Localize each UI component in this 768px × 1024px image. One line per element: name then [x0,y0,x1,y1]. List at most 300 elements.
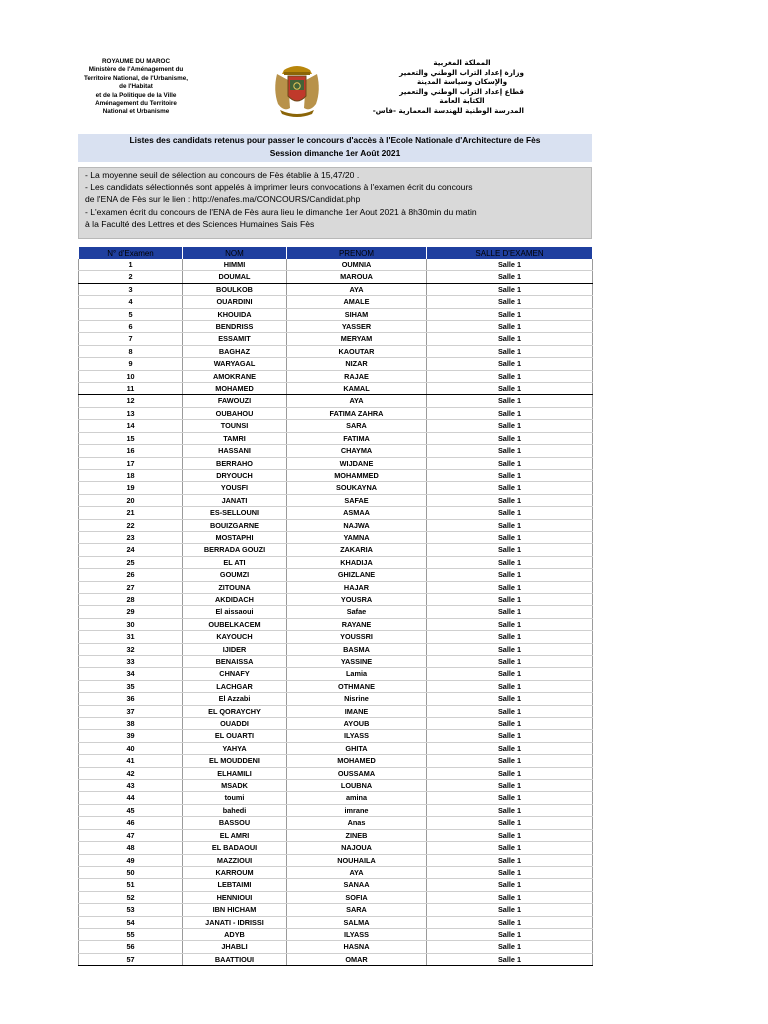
first-name-cell: AYA [287,866,427,878]
exam-room-cell: Salle 1 [427,941,593,953]
last-name-cell: EL AMRI [183,829,287,841]
exam-number-cell: 54 [79,916,183,928]
exam-room-cell: Salle 1 [427,469,593,481]
table-row [79,556,593,568]
exam-number-cell: 47 [79,829,183,841]
exam-room-cell: Salle 1 [427,333,593,345]
table-row [79,407,593,419]
exam-number-cell: 28 [79,593,183,605]
exam-room-cell: Salle 1 [427,358,593,370]
first-name-cell: MERYAM [287,333,427,345]
exam-number-cell: 6 [79,321,183,333]
header-first-name: PRENOM [287,247,427,259]
last-name-cell: LEBTAIMI [183,879,287,891]
last-name-cell: HENNIOUI [183,891,287,903]
table-row [79,581,593,593]
exam-number-cell: 18 [79,469,183,481]
last-name-cell: LACHGAR [183,680,287,692]
last-name-cell: YAHYA [183,742,287,754]
last-name-cell: ELHAMILI [183,767,287,779]
table-row [79,792,593,804]
first-name-cell: AYA [287,283,427,295]
exam-number-cell: 49 [79,854,183,866]
last-name-cell: BAGHAZ [183,345,287,357]
exam-room-cell: Salle 1 [427,370,593,382]
table-row [79,668,593,680]
exam-number-cell: 8 [79,345,183,357]
exam-room-cell: Salle 1 [427,383,593,395]
last-name-cell: DRYOUCH [183,469,287,481]
header-left-line: Aménagement du Territoire [95,100,177,108]
first-name-cell: OUMNIA [287,259,427,271]
first-name-cell: RAYANE [287,618,427,630]
table-row [79,631,593,643]
table-row [79,953,593,965]
table-row [79,358,593,370]
exam-room-cell: Salle 1 [427,879,593,891]
exam-number-cell: 40 [79,742,183,754]
first-name-cell: Safae [287,606,427,618]
header-right-line: قطاع إعداد التراب الوطني والتعمير [399,86,524,96]
exam-room-cell: Salle 1 [427,631,593,643]
table-row [79,283,593,295]
note-line: - Les candidats sélectionnés sont appelés à imprimer leurs convocations à l'examen écrit du concours [85,182,473,193]
exam-room-cell: Salle 1 [427,308,593,320]
first-name-cell: MOHAMED [287,755,427,767]
last-name-cell: JHABLI [183,941,287,953]
exam-number-cell: 48 [79,842,183,854]
last-name-cell: EL ATI [183,556,287,568]
header-exam-room: SALLE D'EXAMEN [427,247,593,259]
exam-number-cell: 55 [79,928,183,940]
table-header-row [79,247,593,259]
first-name-cell: HAJAR [287,581,427,593]
first-name-cell: FATIMA ZAHRA [287,407,427,419]
first-name-cell: GHIZLANE [287,569,427,581]
table-row [79,866,593,878]
exam-room-cell: Salle 1 [427,656,593,668]
exam-room-cell: Salle 1 [427,742,593,754]
exam-number-cell: 25 [79,556,183,568]
exam-number-cell: 11 [79,383,183,395]
table-row [79,941,593,953]
exam-number-cell: 53 [79,904,183,916]
exam-number-cell: 23 [79,531,183,543]
last-name-cell: DOUMAL [183,271,287,283]
last-name-cell: ZITOUNA [183,581,287,593]
exam-room-cell: Salle 1 [427,767,593,779]
selection-notes [78,167,592,239]
first-name-cell: RAJAE [287,370,427,382]
exam-number-cell: 57 [79,953,183,965]
exam-room-cell: Salle 1 [427,668,593,680]
last-name-cell: El aissaoui [183,606,287,618]
header-right-line: الكتابة العامة [439,96,485,106]
last-name-cell: BOULKOB [183,283,287,295]
first-name-cell: GHITA [287,742,427,754]
exam-number-cell: 42 [79,767,183,779]
last-name-cell: BASSOU [183,817,287,829]
last-name-cell: TAMRI [183,432,287,444]
table-row [79,755,593,767]
last-name-cell: YOUSFI [183,482,287,494]
table-row [79,606,593,618]
first-name-cell: amina [287,792,427,804]
first-name-cell: AYOUB [287,718,427,730]
first-name-cell: YOUSSRI [287,631,427,643]
table-row [79,420,593,432]
table-row [79,854,593,866]
last-name-cell: IJIDER [183,643,287,655]
last-name-cell: FAWOUZI [183,395,287,407]
first-name-cell: NAJOUA [287,842,427,854]
exam-room-cell: Salle 1 [427,507,593,519]
exam-room-cell: Salle 1 [427,705,593,717]
exam-room-cell: Salle 1 [427,519,593,531]
table-row [79,482,593,494]
table-row [79,507,593,519]
last-name-cell: IBN HICHAM [183,904,287,916]
exam-room-cell: Salle 1 [427,407,593,419]
table-row [79,457,593,469]
title-line-1: Listes des candidats retenus pour passer le concours d'accès à l'Ecole Nationale d'Architecture de Fès [129,135,541,145]
exam-number-cell: 45 [79,804,183,816]
last-name-cell: El Azzabi [183,693,287,705]
exam-number-cell: 33 [79,656,183,668]
exam-number-cell: 12 [79,395,183,407]
exam-number-cell: 26 [79,569,183,581]
last-name-cell: EL OUARTI [183,730,287,742]
exam-number-cell: 35 [79,680,183,692]
first-name-cell: ZINEB [287,829,427,841]
table-row [79,780,593,792]
last-name-cell: BENAISSA [183,656,287,668]
first-name-cell: MOHAMMED [287,469,427,481]
first-name-cell: AMALE [287,296,427,308]
table-row [79,333,593,345]
first-name-cell: ILYASS [287,928,427,940]
first-name-cell: imrane [287,804,427,816]
exam-number-cell: 24 [79,544,183,556]
coat-of-arms-emblem [270,60,324,118]
exam-number-cell: 7 [79,333,183,345]
ministry-header-french [82,58,190,117]
last-name-cell: EL QORAYCHY [183,705,287,717]
exam-room-cell: Salle 1 [427,953,593,965]
table-row [79,718,593,730]
table-row [79,804,593,816]
exam-number-cell: 41 [79,755,183,767]
first-name-cell: YAMNA [287,531,427,543]
first-name-cell: SARA [287,904,427,916]
exam-number-cell: 37 [79,705,183,717]
table-row [79,544,593,556]
last-name-cell: AKDIDACH [183,593,287,605]
exam-number-cell: 19 [79,482,183,494]
note-line: de l'ENA de Fès sur le lien : http://enafes.ma/CONCOURS/Candidat.php [85,194,361,205]
exam-room-cell: Salle 1 [427,916,593,928]
table-row [79,879,593,891]
exam-number-cell: 20 [79,494,183,506]
exam-room-cell: Salle 1 [427,854,593,866]
exam-number-cell: 16 [79,445,183,457]
ministry-header-arabic [372,58,524,116]
table-row [79,829,593,841]
last-name-cell: MSADK [183,780,287,792]
exam-room-cell: Salle 1 [427,804,593,816]
exam-number-cell: 56 [79,941,183,953]
first-name-cell: LOUBNA [287,780,427,792]
exam-room-cell: Salle 1 [427,345,593,357]
exam-number-cell: 5 [79,308,183,320]
last-name-cell: HIMMI [183,259,287,271]
header-left-line: Ministère de l'Aménagement du Territoire National, de l'Urbanisme, de l'Habitat [84,66,188,91]
header-right-line: المدرسة الوطنية للهندسة المعمارية -فاس- [372,105,524,115]
exam-number-cell: 44 [79,792,183,804]
first-name-cell: SARA [287,420,427,432]
exam-room-cell: Salle 1 [427,730,593,742]
exam-room-cell: Salle 1 [427,606,593,618]
exam-room-cell: Salle 1 [427,643,593,655]
header-right-line: المملكة المغربية [433,58,491,67]
last-name-cell: OUBAHOU [183,407,287,419]
first-name-cell: ZAKARIA [287,544,427,556]
first-name-cell: SAFAE [287,494,427,506]
exam-room-cell: Salle 1 [427,792,593,804]
exam-room-cell: Salle 1 [427,432,593,444]
table-row [79,445,593,457]
table-row [79,680,593,692]
exam-room-cell: Salle 1 [427,829,593,841]
table-row [79,656,593,668]
table-row [79,593,593,605]
exam-room-cell: Salle 1 [427,296,593,308]
first-name-cell: SANAA [287,879,427,891]
first-name-cell: OTHMANE [287,680,427,692]
exam-room-cell: Salle 1 [427,593,593,605]
table-row [79,469,593,481]
table-row [79,296,593,308]
table-row [79,569,593,581]
header-right-line: والإسكان وسياسة المدينة [416,77,508,87]
header-left-line: National et Urbanisme [102,108,170,116]
last-name-cell: bahedi [183,804,287,816]
last-name-cell: EL MOUDDENI [183,755,287,767]
first-name-cell: AYA [287,395,427,407]
note-line: - La moyenne seuil de sélection au concours de Fès établie à 15,47/20 . [85,170,360,180]
last-name-cell: JANATI - IDRISSI [183,916,287,928]
exam-room-cell: Salle 1 [427,445,593,457]
first-name-cell: YOUSRA [287,593,427,605]
first-name-cell: HASNA [287,941,427,953]
exam-room-cell: Salle 1 [427,581,593,593]
exam-room-cell: Salle 1 [427,680,593,692]
last-name-cell: OUBELKACEM [183,618,287,630]
exam-room-cell: Salle 1 [427,569,593,581]
exam-number-cell: 3 [79,283,183,295]
first-name-cell: NAJWA [287,519,427,531]
candidates-table [78,247,593,966]
exam-room-cell: Salle 1 [427,928,593,940]
table-row [79,643,593,655]
note-line: à la Faculté des Lettres et des Sciences Humaines Sais Fès [85,218,315,229]
exam-number-cell: 34 [79,668,183,680]
last-name-cell: AMOKRANE [183,370,287,382]
exam-number-cell: 21 [79,507,183,519]
first-name-cell: Nisrine [287,693,427,705]
last-name-cell: EL BADAOUI [183,842,287,854]
last-name-cell: BERRAHO [183,457,287,469]
table-row [79,531,593,543]
header-left-line: et de la Politique de la Ville [95,91,177,99]
table-row [79,618,593,630]
exam-room-cell: Salle 1 [427,842,593,854]
exam-number-cell: 39 [79,730,183,742]
last-name-cell: MOHAMED [183,383,287,395]
first-name-cell: KHADIJA [287,556,427,568]
last-name-cell: KHOUIDA [183,308,287,320]
first-name-cell: NOUHAILA [287,854,427,866]
last-name-cell: KAYOUCH [183,631,287,643]
exam-room-cell: Salle 1 [427,395,593,407]
exam-room-cell: Salle 1 [427,321,593,333]
exam-room-cell: Salle 1 [427,618,593,630]
last-name-cell: ADYB [183,928,287,940]
table-row [79,383,593,395]
exam-number-cell: 50 [79,866,183,878]
exam-room-cell: Salle 1 [427,259,593,271]
exam-number-cell: 2 [79,271,183,283]
document-title [78,134,592,162]
table-row [79,345,593,357]
table-row [79,494,593,506]
last-name-cell: ESSAMIT [183,333,287,345]
last-name-cell: MAZZIOUI [183,854,287,866]
exam-number-cell: 17 [79,457,183,469]
exam-number-cell: 29 [79,606,183,618]
exam-room-cell: Salle 1 [427,457,593,469]
exam-room-cell: Salle 1 [427,544,593,556]
exam-room-cell: Salle 1 [427,780,593,792]
table-row [79,928,593,940]
exam-number-cell: 4 [79,296,183,308]
exam-room-cell: Salle 1 [427,531,593,543]
first-name-cell: KAMAL [287,383,427,395]
exam-room-cell: Salle 1 [427,494,593,506]
last-name-cell: WARYAGAL [183,358,287,370]
last-name-cell: OUADDI [183,718,287,730]
exam-number-cell: 22 [79,519,183,531]
exam-room-cell: Salle 1 [427,817,593,829]
first-name-cell: MAROUA [287,271,427,283]
table-row [79,259,593,271]
first-name-cell: IMANE [287,705,427,717]
exam-room-cell: Salle 1 [427,556,593,568]
table-row [79,817,593,829]
exam-number-cell: 15 [79,432,183,444]
header-left-line: ROYAUME DU MAROC [102,58,170,65]
exam-number-cell: 36 [79,693,183,705]
first-name-cell: OUSSAMA [287,767,427,779]
exam-room-cell: Salle 1 [427,718,593,730]
table-row [79,271,593,283]
last-name-cell: HASSANI [183,445,287,457]
exam-number-cell: 31 [79,631,183,643]
exam-room-cell: Salle 1 [427,904,593,916]
table-row [79,842,593,854]
exam-number-cell: 9 [79,358,183,370]
exam-number-cell: 38 [79,718,183,730]
first-name-cell: Lamia [287,668,427,680]
first-name-cell: YASSER [287,321,427,333]
last-name-cell: BOUIZGARNE [183,519,287,531]
header-right-line: وزارة إعداد التراب الوطني والتعمير [399,67,524,77]
title-line-2: Session dimanche 1er Août 2021 [269,148,401,158]
table-row [79,519,593,531]
table-row [79,916,593,928]
first-name-cell: SALMA [287,916,427,928]
exam-room-cell: Salle 1 [427,283,593,295]
exam-number-cell: 52 [79,891,183,903]
exam-number-cell: 43 [79,780,183,792]
last-name-cell: ES-SELLOUNI [183,507,287,519]
last-name-cell: OUARDINI [183,296,287,308]
table-row [79,767,593,779]
first-name-cell: FATIMA [287,432,427,444]
exam-room-cell: Salle 1 [427,866,593,878]
last-name-cell: BENDRISS [183,321,287,333]
exam-number-cell: 10 [79,370,183,382]
exam-number-cell: 1 [79,259,183,271]
table-row [79,693,593,705]
table-row [79,308,593,320]
table-row [79,730,593,742]
last-name-cell: BAATTIOUI [183,953,287,965]
note-line: - L'examen écrit du concours de l'ENA de Fès aura lieu le dimanche 1er Aout 2021 à 8h30min du matin [85,206,477,217]
exam-room-cell: Salle 1 [427,271,593,283]
first-name-cell: ASMAA [287,507,427,519]
first-name-cell: YASSINE [287,656,427,668]
first-name-cell: SIHAM [287,308,427,320]
table-row [79,742,593,754]
exam-number-cell: 30 [79,618,183,630]
table-row [79,321,593,333]
exam-room-cell: Salle 1 [427,891,593,903]
first-name-cell: OMAR [287,953,427,965]
header-exam-number: N° d'Examen [79,247,183,259]
first-name-cell: Anas [287,817,427,829]
first-name-cell: NIZAR [287,358,427,370]
last-name-cell: GOUMZI [183,569,287,581]
last-name-cell: MOSTAPHI [183,531,287,543]
first-name-cell: KAOUTAR [287,345,427,357]
table-row [79,370,593,382]
header-last-name: NOM [183,247,287,259]
last-name-cell: JANATI [183,494,287,506]
exam-room-cell: Salle 1 [427,755,593,767]
table-row [79,432,593,444]
first-name-cell: SOUKAYNA [287,482,427,494]
last-name-cell: toumi [183,792,287,804]
table-row [79,904,593,916]
first-name-cell: WIJDANE [287,457,427,469]
exam-number-cell: 14 [79,420,183,432]
exam-number-cell: 27 [79,581,183,593]
table-row [79,395,593,407]
table-row [79,891,593,903]
exam-room-cell: Salle 1 [427,482,593,494]
first-name-cell: CHAYMA [287,445,427,457]
